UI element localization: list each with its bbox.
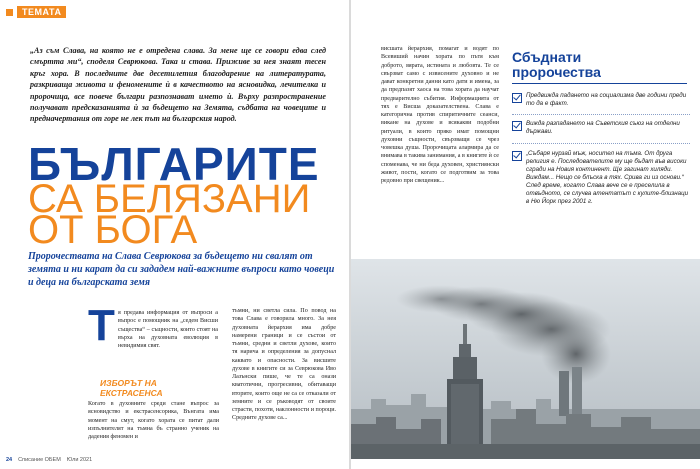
checkbox-icon (512, 151, 522, 161)
headline-line-1: БЪЛГАРИТЕ (28, 138, 320, 190)
sidebar-title-line-1: Сбъднати (512, 49, 582, 65)
section-tag (6, 6, 66, 18)
subhead-line-1: ИЗБОРЪТ НА (100, 378, 157, 388)
skyline-illustration (351, 259, 700, 459)
checkbox-icon (512, 121, 522, 131)
subhead (100, 378, 163, 398)
body-column-2: тъмни, ни светла сила. По повод на това Слава е говорила много. За нея духовната йерархия има добре намерени граници и се състои от тъмни, средни и светли духове, които тя нарича и определения за допуснал каквато и опасности. За висшите духове в книгите си за Севрюкова Иво Лазънски пише, че те са онази кватотични, прогресивни, обитаващи вторите, които още не са се отказали от земните и се ръководят от своите страсти, похоти, наклонности и пороци. Средните духове са... (232, 308, 336, 422)
sidebar-title (512, 50, 601, 80)
headline-line-3: ОТ БОГА (28, 208, 198, 252)
prophecy-text: „Събаря нурзай мъж, носител на тъма. От друга религия е. Последователите му ще бъдат във високи сгради на Новия континент. Ще загинат хиляди. Виждам... Нещо се блъска в тях. Срива ги из основи.“ След време, когато Слава вече се е преселила в отвъдното, се случва атентатът с кулите-близнаци в Ню Йорк през 2001 г. (526, 150, 689, 205)
prophecy-item (512, 92, 690, 108)
headline-line-2: СА БЕЛЯЗАНИ (28, 177, 311, 221)
prophecy-divider (512, 114, 690, 115)
body-column-1-top: я предава информация от въпроси а въпрос е помощник на „седем Висши същества“ – същности, които стоят на върха на духовната еволюция в невидимия свят. (118, 310, 218, 349)
sidebar-title-line-2: пророчества (512, 64, 601, 80)
new-york-skyline-photo (351, 259, 700, 459)
prophecy-item (512, 120, 690, 136)
body-column-3: висшата йерархия, помагат и водят по Всевиший начин хората по пътя към доброто, вярата, истината и любовта. Те се свързват само с извисените духовно и не дават конкретни данни като дати и имена, за да предпазят хаоса на това хората да научат предварително събития. Информацията от тях е Висша доказателствена. Слава е категорична против спиритичните сеанси, викане на духове и всякакви подобни ритуали, в които пряко имат помощни духовни същности, свързващи се чрез човешка душа. Пророчицата алармира да се внимава в такива занимания, а в книгите ѝ се споменава, че ни беда духовен, християнски живот, пости, когато се подготвим за това редовно при свещеник... (381, 46, 499, 184)
checkbox-icon (512, 93, 522, 103)
page-number: 24 (6, 457, 13, 463)
body-column-1-bottom: Когато в духовните среди стане въпрос за ясновидство и екстрасенсорика, Вънгата има момент на смут, когато хората се питат дали изпълнителят на тъмна бъ странно ученик на дадения феномен и (88, 401, 219, 440)
sidebar-rule (512, 83, 687, 84)
prophecy-text: Вижда разпадането на Съветския съюз на отделни държави. (526, 120, 680, 135)
subhead-line-2: ЕКСТРАСЕНСА (100, 388, 163, 398)
prophecy-text: Предвижда падането на социализма две години преди то да е факт. (526, 92, 687, 107)
page-footer (6, 457, 92, 463)
prophecy-divider (512, 143, 690, 144)
magazine-name: Списание ОБЕМ (18, 457, 61, 463)
tag-square-icon (6, 9, 13, 16)
article-deck: Пророчествата на Слава Севрюкова за бъдещето ни свалят от земята и ни карат да си зададем най-важните въпроси като човеци и деца на българската земя (28, 251, 335, 288)
issue-date: Юли 2021 (66, 457, 93, 463)
drop-cap: Т (88, 301, 115, 350)
prophecy-item (512, 150, 690, 206)
section-tag-label: ТЕМАТА (17, 6, 66, 18)
intro-paragraph: „Аз съм Слава, на която не е отредена слава. За мене ще се говори едва след смъртта ми“, споделя Севрюкова. Така и става. Приживе за нея знаят тесен кръг хора. В последните две десетилетия благодарение на литературата, разкриваща живота и феномените ѝ в качеството на ясновидка, лечителка и пророчица, все повече българи разпознават името ѝ. Върху разпространение получават предсказанията ѝ за бъдещето на Земята, съдбата на човеците и предначертания от горе не лек път на българския народ. (30, 46, 326, 124)
